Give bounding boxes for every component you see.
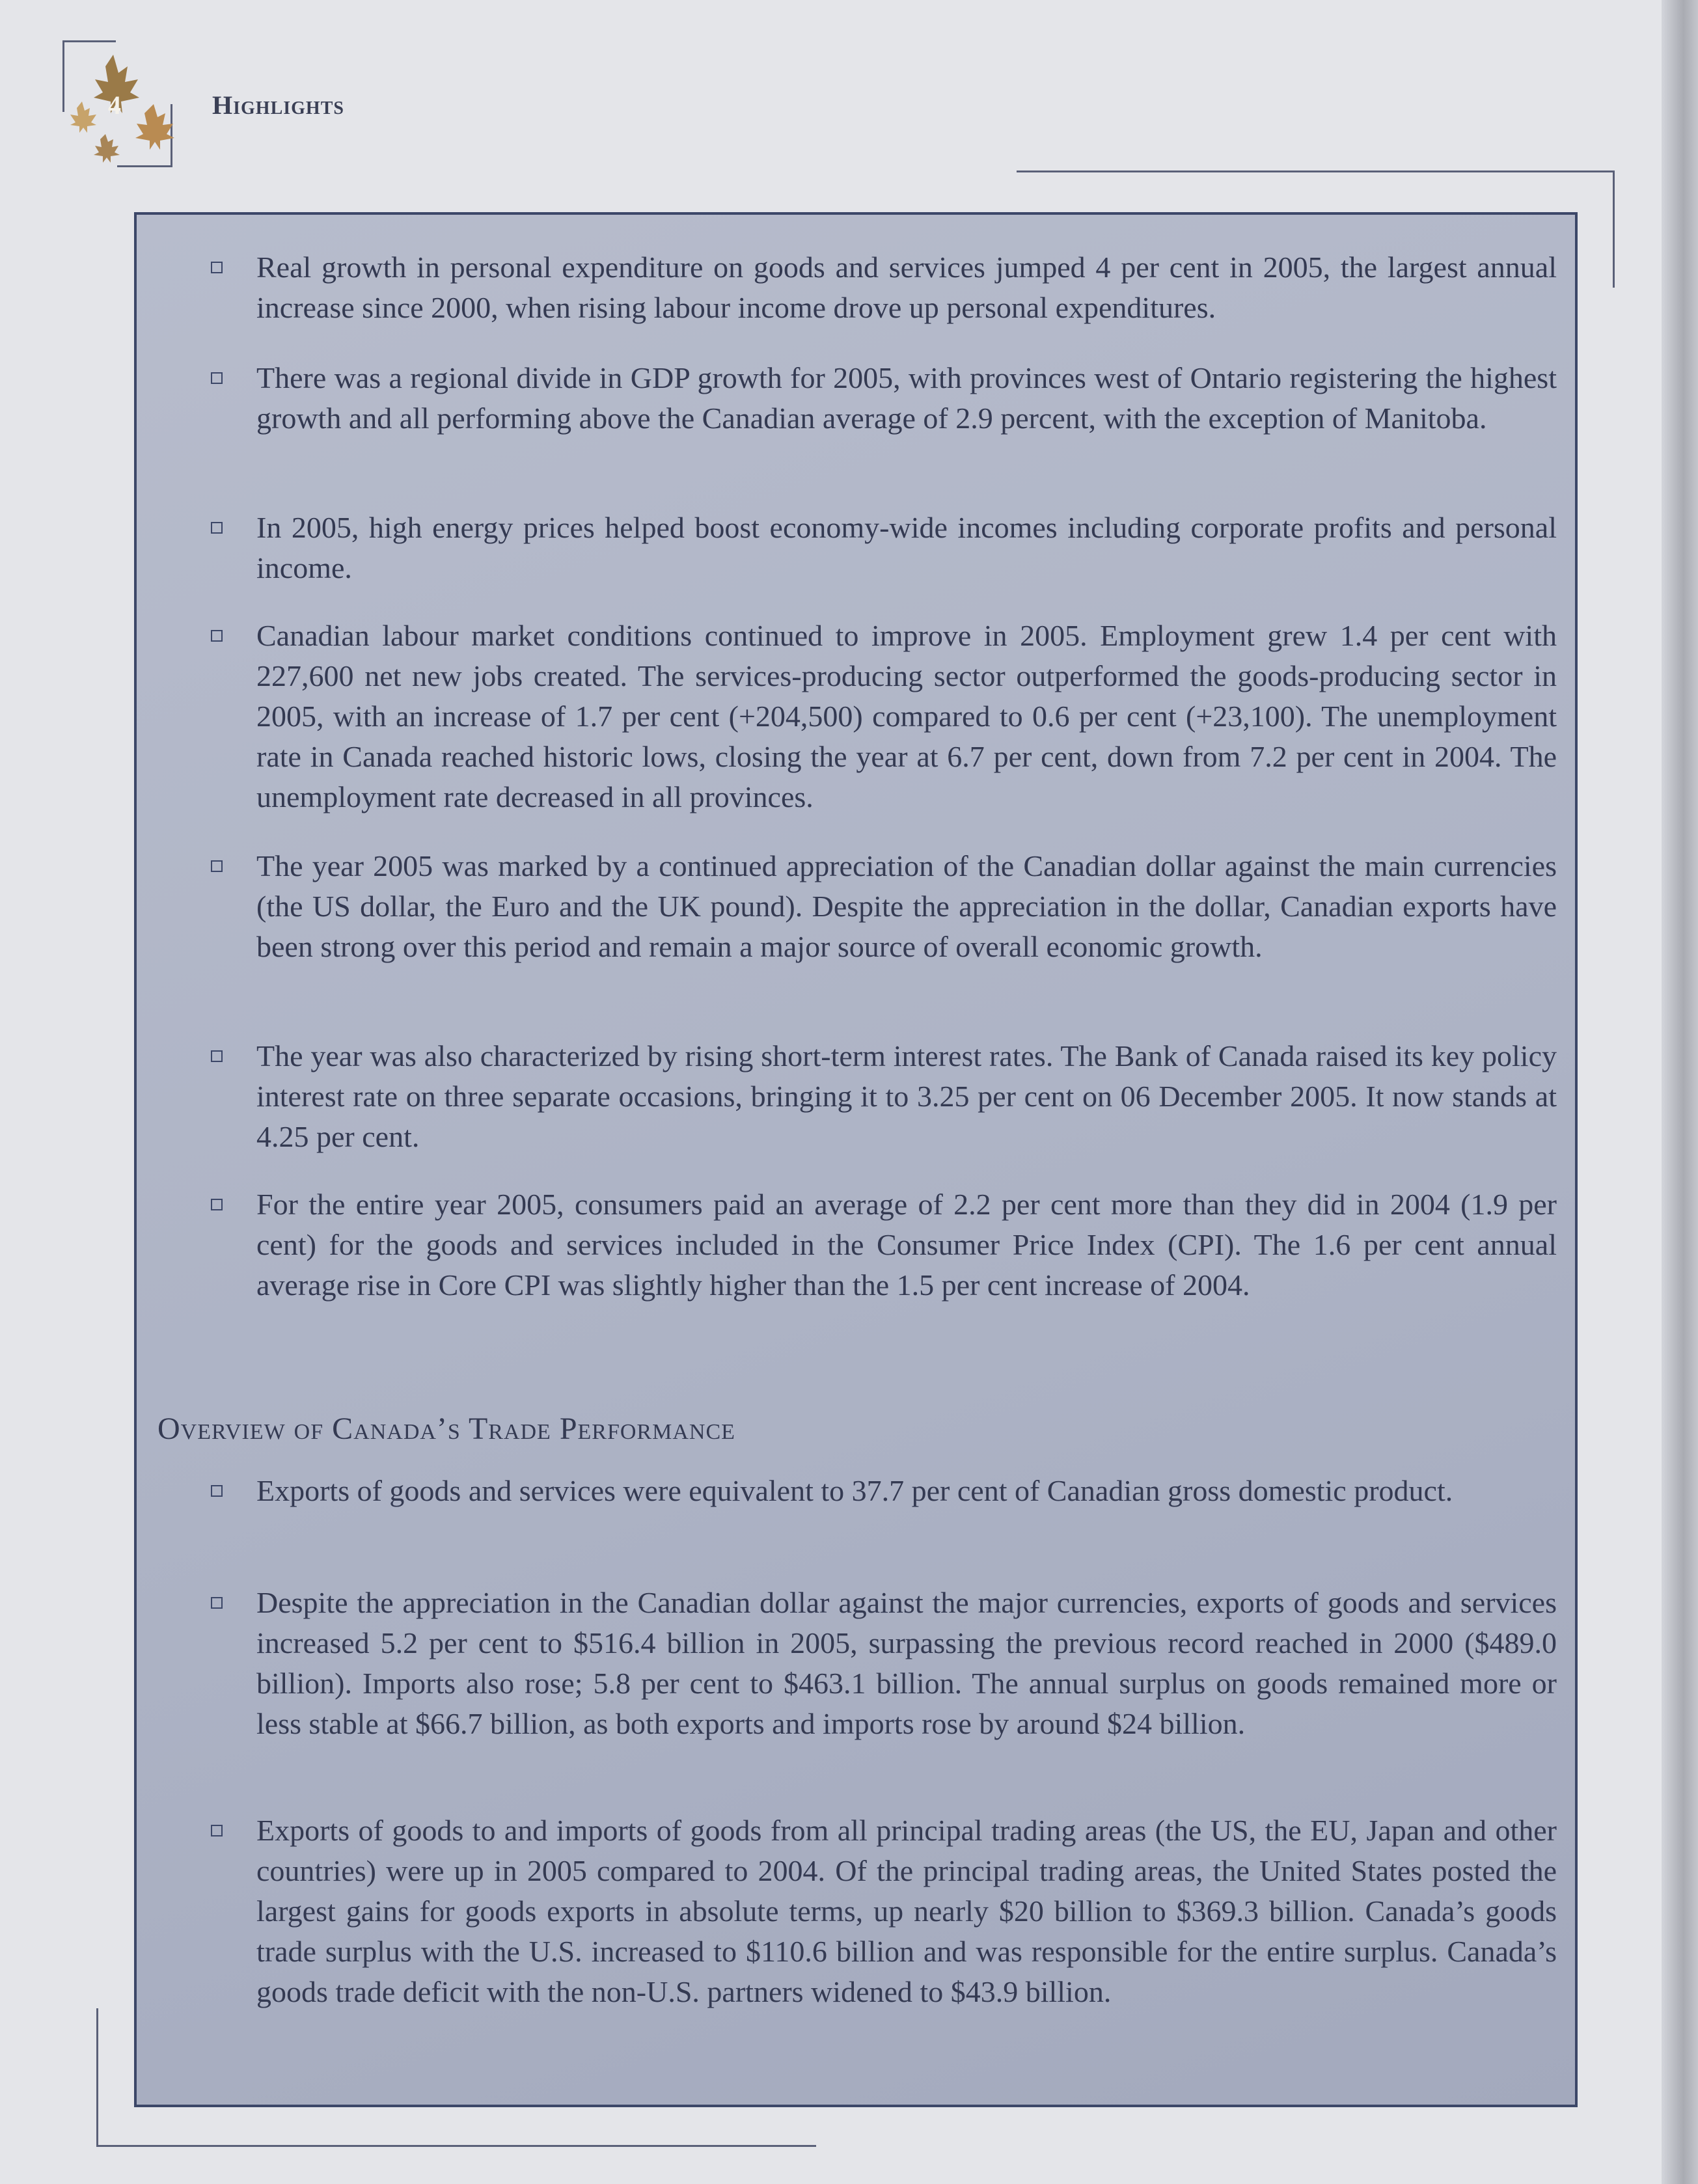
maple-leaf-cluster-icon bbox=[62, 42, 186, 172]
bullet-box-icon bbox=[211, 1050, 223, 1062]
highlight-text: The year was also characterized by rising short-term interest rates. The Bank of Canada raised its key policy interest rate on three separate occasions, bringing it to 3.25 per cent on 06 December 2005. It now stands at 4.25 per cent. bbox=[256, 1039, 1557, 1153]
bullet-box-icon bbox=[211, 1485, 223, 1497]
section-title: Highlights bbox=[212, 90, 344, 120]
page-number: 4 bbox=[108, 90, 121, 120]
highlight-item bbox=[256, 846, 1557, 967]
trade-item bbox=[256, 1471, 1557, 1511]
highlight-item bbox=[256, 616, 1557, 817]
highlight-text: Real growth in personal expenditure on goods and services jumped 4 per cent in 2005, the largest annual increase since 2000, when rising labour income drove up personal expenditures. bbox=[256, 251, 1557, 324]
highlight-item bbox=[256, 508, 1557, 588]
bullet-box-icon bbox=[211, 372, 223, 384]
highlight-text: In 2005, high energy prices helped boost economy-wide incomes including corporate profits and personal income. bbox=[256, 511, 1557, 584]
highlight-item bbox=[256, 1184, 1557, 1305]
bottom-left-vertical bbox=[96, 2008, 98, 2145]
highlight-item bbox=[256, 358, 1557, 439]
bottom-rule bbox=[96, 2145, 816, 2147]
bullet-box-icon bbox=[211, 630, 223, 642]
highlight-text: Canadian labour market conditions continued to improve in 2005. Employment grew 1.4 per cent with 227,600 net new jobs created. The services-producing sector outperformed the goods-producing sector in 2005, with an increase of 1.7 per cent (+204,500) compared to 0.6 per cent (+23,100). The unemployment rate in Canada reached historic lows, closing the year at 6.7 per cent, down from 7.2 per cent in 2004. The unemployment rate decreased in all provinces. bbox=[256, 619, 1557, 813]
trade-text: Exports of goods and services were equivalent to 37.7 per cent of Canadian gross domestic product. bbox=[256, 1474, 1453, 1507]
highlights-panel bbox=[134, 212, 1578, 2107]
page-spine-shadow bbox=[1662, 0, 1698, 2184]
trade-text: Despite the appreciation in the Canadian dollar against the major currencies, exports of goods and services increased 5.2 per cent to $516.4 billion in 2005, surpassing the previous record reached in 2000 ($489.0 billion). Imports also rose; 5.8 per cent to $463.1 billion. The annual surplus on goods remained more or less stable at $66.7 billion, as both exports and imports rose by around $24 billion. bbox=[256, 1586, 1557, 1740]
top-right-vertical bbox=[1613, 171, 1615, 288]
bullet-box-icon bbox=[211, 1825, 223, 1836]
bullet-box-icon bbox=[211, 262, 223, 273]
top-rule bbox=[1017, 171, 1614, 172]
bullet-box-icon bbox=[211, 1597, 223, 1609]
highlight-text: The year 2005 was marked by a continued appreciation of the Canadian dollar against the main currencies (the US dollar, the Euro and the UK pound). Despite the appreciation in the dollar, Canadian exports have been strong over this period and remain a major source of overall economic growth. bbox=[256, 849, 1557, 963]
trade-item bbox=[256, 1583, 1557, 1744]
highlight-item bbox=[256, 247, 1557, 328]
highlight-text: There was a regional divide in GDP growth for 2005, with provinces west of Ontario registering the highest growth and all performing above the Canadian average of 2.9 percent, with the exception of Manitoba. bbox=[256, 361, 1557, 435]
trade-text: Exports of goods to and imports of goods from all principal trading areas (the US, the EU, Japan and other countries) were up in 2005 compared to 2004. Of the principal trading areas, the United States posted the largest gains for goods exports in absolute terms, up nearly $20 billion to $369.3 billion. Canada’s goods trade surplus with the U.S. increased to $110.6 billion and was responsible for the entire surplus. Canada’s goods trade deficit with the non-U.S. partners widened to $43.9 billion. bbox=[256, 1814, 1557, 2008]
bullet-box-icon bbox=[211, 522, 223, 534]
highlight-item bbox=[256, 1036, 1557, 1157]
bullet-box-icon bbox=[211, 1199, 223, 1210]
trade-item bbox=[256, 1810, 1557, 2012]
bullet-box-icon bbox=[211, 860, 223, 872]
trade-section-heading: Overview of Canada’s Trade Performance bbox=[157, 1412, 735, 1446]
highlight-text: For the entire year 2005, consumers paid an average of 2.2 per cent more than they did in 2004 (1.9 per cent) for the goods and services included in the Consumer Price Index (CPI). The 1.6 per cent annual average rise in Core CPI was slightly higher than the 1.5 per cent increase of 2004. bbox=[256, 1188, 1557, 1302]
